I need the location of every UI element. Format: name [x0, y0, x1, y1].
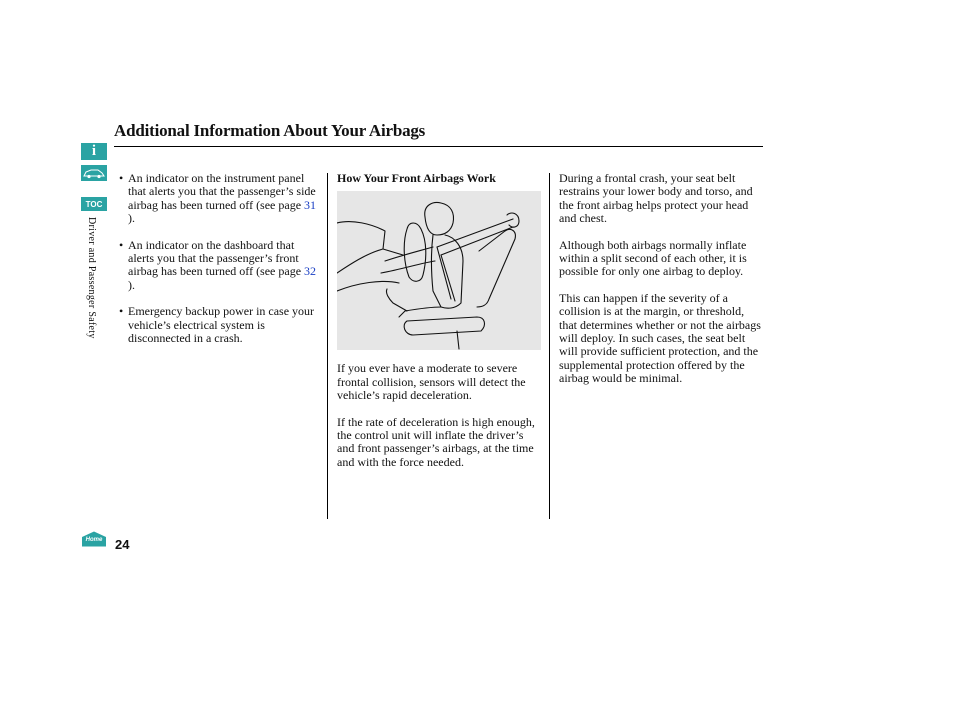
page-number: 24 [115, 537, 130, 552]
paragraph: If the rate of deceleration is high enough, the control unit will inflate the driver’s and front passenger’s airbags, at the time and with the force needed. [337, 414, 535, 469]
list-item [115, 172, 323, 226]
title-rule [114, 146, 763, 147]
paragraph: Although both airbags normally inflate within a split second of each other, it is possible for only one airbag to deploy. [559, 237, 747, 279]
airbag-illustration [337, 191, 541, 350]
home-label: Home [85, 537, 103, 543]
page-title: Additional Information About Your Airbags [114, 121, 426, 140]
home-button[interactable] [81, 531, 107, 547]
column-divider [549, 173, 550, 519]
page-link[interactable]: 32 [304, 264, 317, 279]
toc-label: TOC [85, 199, 103, 209]
bullet-text-end: ). [128, 277, 135, 292]
vehicle-icon [82, 167, 106, 179]
column-2 [337, 172, 542, 482]
toc-button[interactable] [81, 197, 107, 211]
paragraph: If you ever have a moderate to severe frontal collision, sensors will detect the vehicle’s rapid deceleration. [337, 361, 526, 403]
bullet-dot: • [119, 304, 124, 319]
info-button[interactable] [81, 143, 107, 160]
bullet-dot: • [119, 171, 124, 185]
column-1 [115, 172, 323, 358]
airbag-diagram-drawing [337, 191, 541, 350]
page-link[interactable]: 31 [304, 197, 317, 212]
column-3 [559, 172, 765, 399]
bullet-text-end: ). [128, 211, 135, 226]
section-label: Driver and Passenger Safety [86, 217, 97, 339]
vehicle-button[interactable] [81, 165, 107, 181]
section-heading: How Your Front Airbags Work [337, 171, 496, 185]
list-item [115, 305, 323, 345]
info-icon: i [91, 143, 97, 159]
paragraph: During a frontal crash, your seat belt restrains your lower body and torso, and the front airbag helps protect your head and chest. [559, 171, 753, 226]
column-divider [327, 173, 328, 519]
bullet-text: An indicator on the instrument panel that alerts you that the passenger’s side airbag has been turned off (see page [128, 171, 316, 212]
list-item [115, 239, 323, 293]
paragraph: This can happen if the severity of a collision is at the margin, or threshold, that determines whether or not the airbags will deploy. In such cases, the seat belt will provide sufficient protection, and the supplemental protection offered by the airbag would be minimal. [559, 290, 761, 386]
bullet-text: An indicator on the dashboard that alerts you that the passenger’s front airbag has been turned off (see page [128, 237, 305, 279]
bullet-text: Emergency backup power in case your vehicle’s electrical system is disconnected in a crash. [128, 304, 315, 346]
bullet-dot: • [119, 237, 124, 252]
